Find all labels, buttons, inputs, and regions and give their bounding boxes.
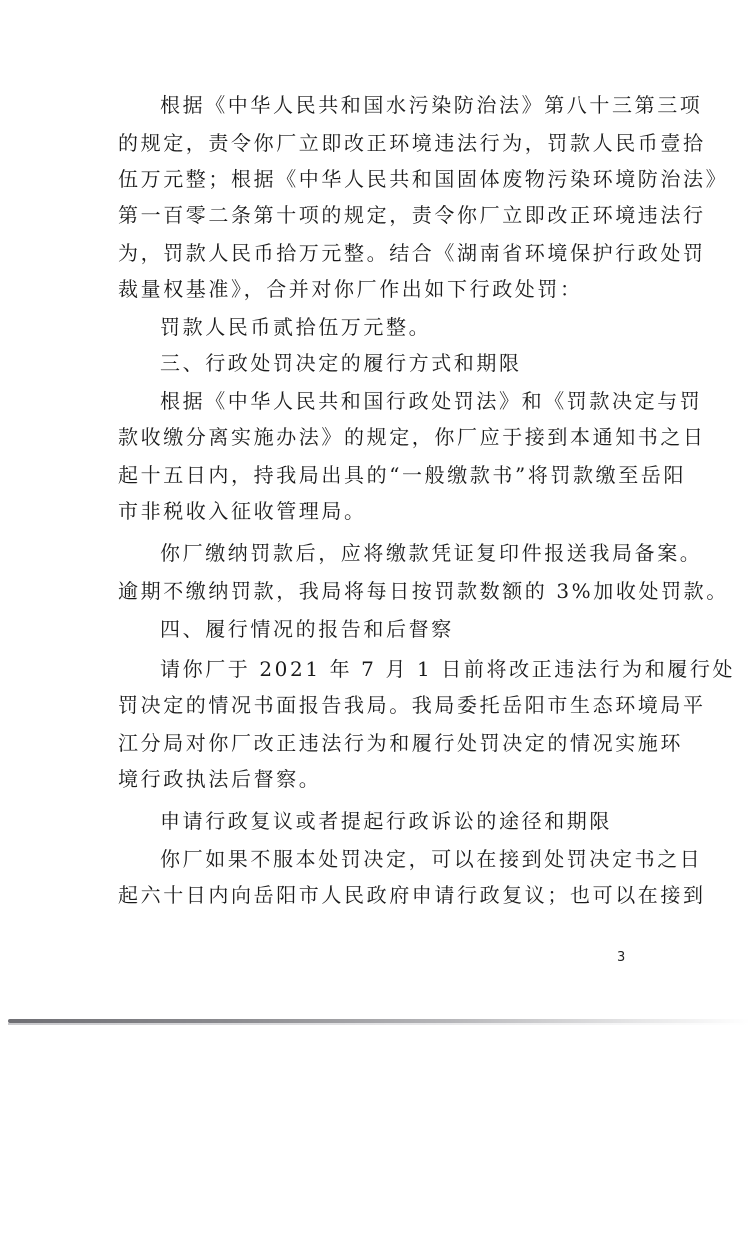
page-number: 3 [617,950,626,965]
paragraph-line: 请你厂于 2021 年 7 月 1 日前将改正违法行为和履行处 [160,657,736,681]
paragraph-line: 的规定，责令你厂立即改正环境违法行为，罚款人民币壹拾 [118,131,706,155]
paragraph-line: 伍万元整；根据《中华人民共和国固体废物污染环境防治法》 [118,167,729,191]
section-heading: 三、行政处罚决定的履行方式和期限 [160,351,522,375]
paragraph-line: 为，罚款人民币拾万元整。结合《湖南省环境保护行政处罚 [118,241,706,265]
paragraph-line: 市非税收入征收管理局。 [118,499,367,523]
paragraph-line: 款收缴分离实施办法》的规定，你厂应于接到本通知书之日 [118,425,706,449]
paragraph-line: 你厂缴纳罚款后，应将缴款凭证复印件报送我局备案。 [160,541,703,565]
section-heading: 四、履行情况的报告和后督察 [160,617,454,641]
paragraph-line: 起六十日内向岳阳市人民政府申请行政复议；也可以在接到 [118,883,706,907]
paragraph-line: 起十五日内，持我局出具的“一般缴款书”将罚款缴至岳阳 [118,463,687,487]
section-heading: 申请行政复议或者提起行政诉讼的途径和期限 [160,809,612,833]
paragraph-line: 境行政执法后督察。 [118,767,322,791]
paragraph-line: 罚决定的情况书面报告我局。我局委托岳阳市生态环境局平 [118,693,706,717]
paragraph-line: 第一百零二条第十项的规定，责令你厂立即改正环境违法行 [118,203,706,227]
blank-scan-area [0,1025,750,1235]
paragraph-line: 江分局对你厂改正违法行为和履行处罚决定的情况实施环 [118,731,683,755]
paragraph-line: 逾期不缴纳罚款，我局将每日按罚款数额的 3%加收处罚款。 [118,579,729,603]
paragraph-line: 裁量权基准》，合并对你厂作出如下行政处罚： [118,277,583,301]
paragraph-line: 你厂如果不服本处罚决定，可以在接到处罚决定书之日 [160,847,703,871]
paragraph-line: 根据《中华人民共和国水污染防治法》第八十三第三项 [160,93,703,117]
paragraph-line: 罚款人民币贰拾伍万元整。 [160,315,432,339]
paragraph-line: 根据《中华人民共和国行政处罚法》和《罚款决定与罚 [160,389,703,413]
